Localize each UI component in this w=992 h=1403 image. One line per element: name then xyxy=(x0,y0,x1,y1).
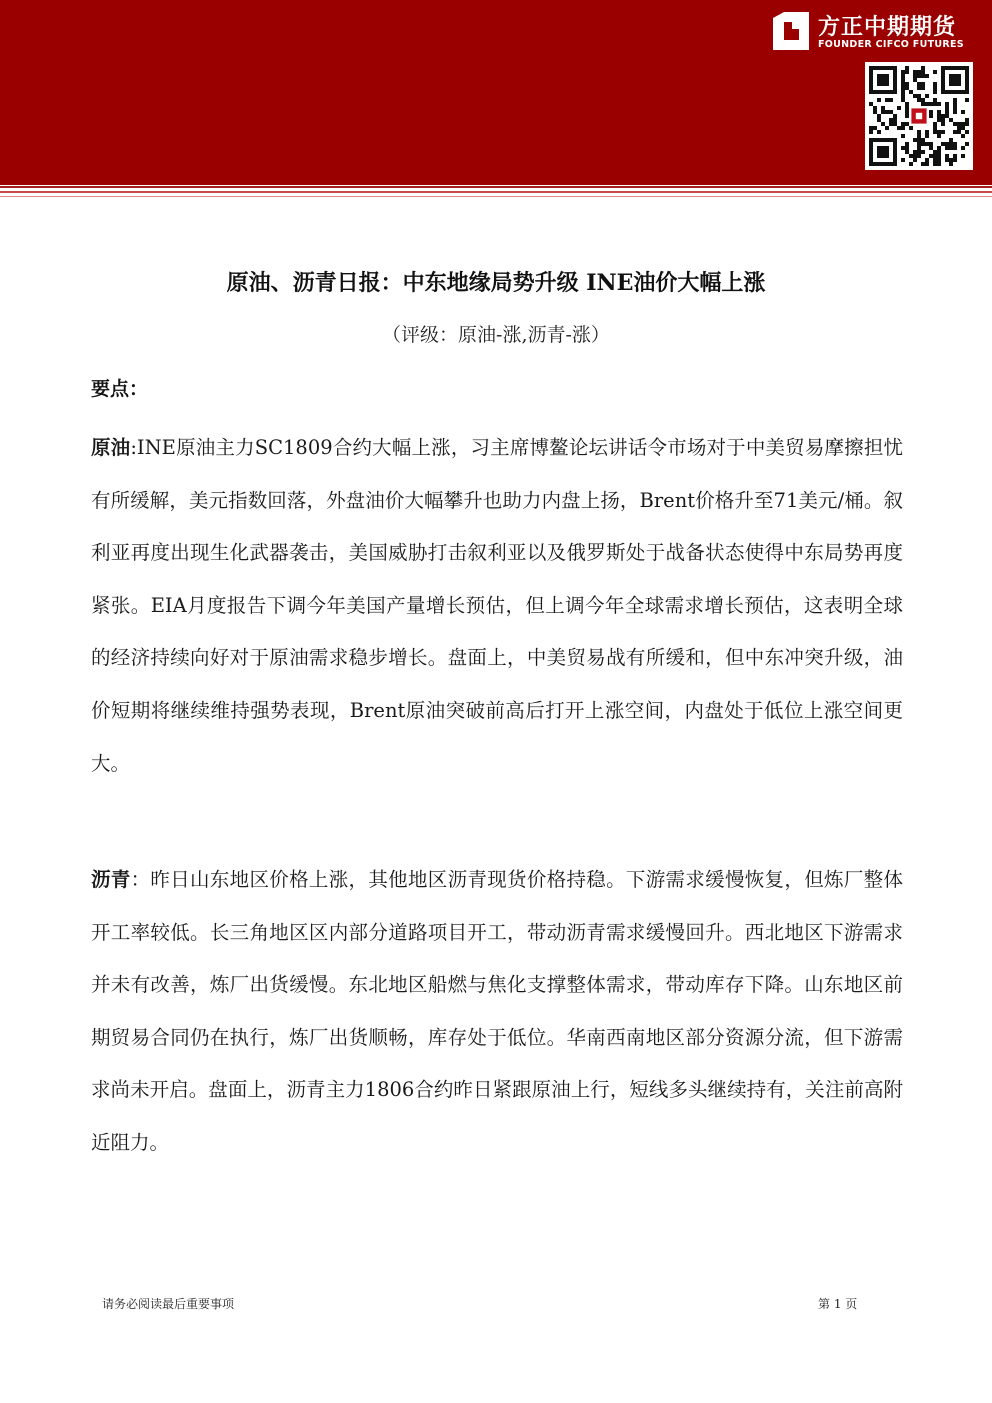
qr-code xyxy=(865,62,973,170)
asphalt-label: 沥青 xyxy=(91,868,131,891)
brand-logo xyxy=(770,8,985,54)
report-rating: （评级：原油-涨,沥青-涨） xyxy=(382,324,610,346)
qr-code-icon xyxy=(865,62,973,170)
crude-oil-text: :INE原油主力SC1809合约大幅上涨，习主席博鳌论坛讲话令市场对于中美贸易摩擦担忧有所缓解，美元指数回落，外盘油价大幅攀升也助力内盘上扬，Brent价格升至71美元/桶。叙利亚再度出现生化武器袭击，美国威胁打击叙利亚以及俄罗斯处于战备状态使得中东局势再度紧张。EIA月度报告下调今年美国产量增长预估，但上调今年全球需求增长预估，这表明全球的经济持续向好对于原油需求稳步增长。盘面上，中美贸易战有所缓和，但中东冲突升级，油价短期将继续维持强势表现，Brent原油突破前高后打开上涨空间，内盘处于低位上涨空间更大。 xyxy=(91,436,903,775)
footer-disclaimer: 请务必阅读最后重要事项 xyxy=(102,1297,235,1311)
header-divider xyxy=(0,185,992,199)
page-number: 第 1 页 xyxy=(818,1297,858,1311)
crude-oil-paragraph xyxy=(91,422,903,790)
report-title: 原油、沥青日报：中东地缘局势升级 INE油价大幅上涨 xyxy=(226,270,766,296)
brand-name-en: FOUNDER CIFCO FUTURES xyxy=(818,39,964,50)
brand-name-cn: 方正中期期货 xyxy=(818,15,957,40)
founder-logo-icon xyxy=(770,10,812,52)
crude-oil-label: 原油 xyxy=(91,436,131,459)
keypoints-heading: 要点： xyxy=(91,378,149,400)
asphalt-text: ：昨日山东地区价格上涨，其他地区沥青现货价格持稳。下游需求缓慢恢复，但炼厂整体开工率较低。长三角地区区内部分道路项目开工，带动沥青需求缓慢回升。西北地区下游需求并未有改善，炼厂出货缓慢。东北地区船燃与焦化支撑整体需求，带动库存下降。山东地区前期贸易合同仍在执行，炼厂出货顺畅，库存处于低位。华南西南地区部分资源分流，但下游需求尚未开启。盘面上，沥青主力1806合约昨日紧跟原油上行，短线多头继续持有，关注前高附近阻力。 xyxy=(91,868,903,1154)
header-banner xyxy=(0,0,992,185)
asphalt-paragraph xyxy=(91,854,903,1170)
